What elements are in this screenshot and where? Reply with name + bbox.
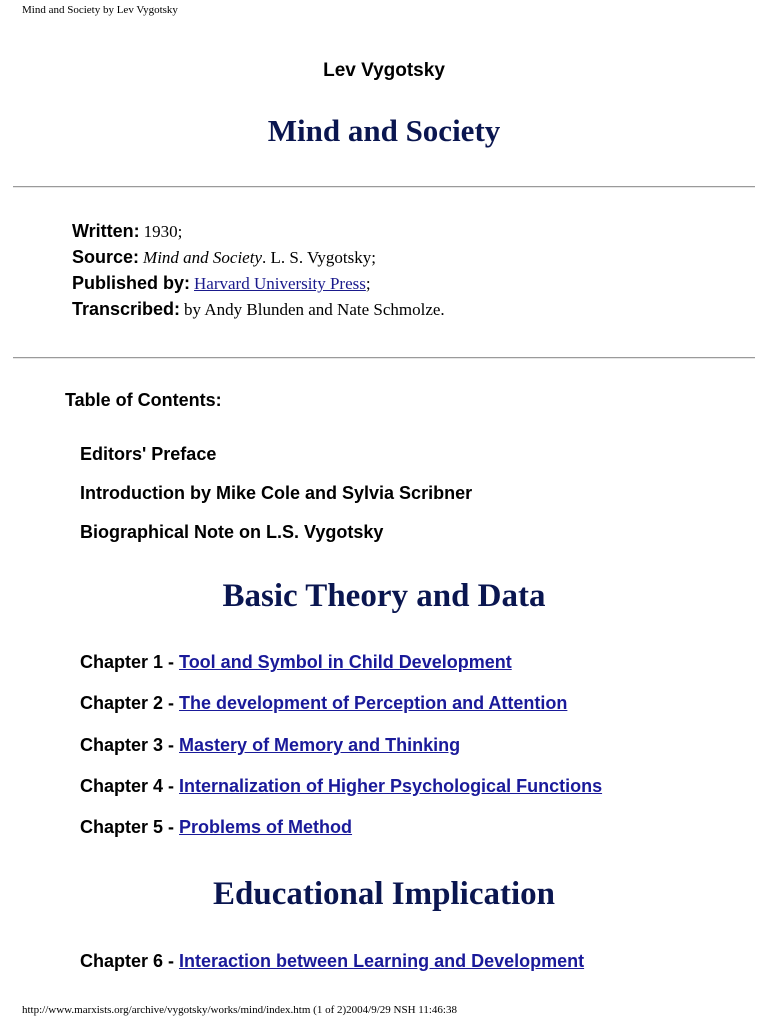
chapter-6-prefix: Chapter 6 - xyxy=(80,951,180,971)
divider-bottom xyxy=(13,357,755,359)
print-footer-url: http://www.marxists.org/archive/vygotsky/works/mind/index.htm (1 of 2)2004/9/29 NSH 11:46:38 xyxy=(22,1004,457,1016)
chapter-3-item xyxy=(80,735,460,756)
toc-heading: Table of Contents: xyxy=(65,390,222,410)
source-title: Mind and Society xyxy=(143,248,262,267)
published-row xyxy=(72,270,445,296)
section-heading-educational-implication: Educational Implication xyxy=(213,876,555,912)
print-header: Mind and Society by Lev Vygotsky xyxy=(22,4,178,16)
written-row xyxy=(72,218,445,244)
publication-info xyxy=(72,218,445,322)
chapter-2-item xyxy=(80,693,567,714)
written-value: 1930; xyxy=(143,222,183,241)
transcribed-row xyxy=(72,296,445,322)
chapter-4-link[interactable]: Internalization of Higher Psychological Functions xyxy=(179,776,603,796)
chapter-6-link[interactable]: Interaction between Learning and Development xyxy=(179,951,585,971)
chapter-1-item xyxy=(80,652,512,673)
chapter-5-prefix: Chapter 5 - xyxy=(80,817,180,837)
chapter-2-prefix: Chapter 2 - xyxy=(80,693,180,713)
chapter-3-prefix: Chapter 3 - xyxy=(80,735,180,755)
front-matter-editors-preface[interactable]: Editors' Preface xyxy=(80,444,217,464)
published-punct: ; xyxy=(365,274,371,293)
source-author: . L. S. Vygotsky; xyxy=(262,248,376,267)
front-matter-introduction[interactable]: Introduction by Mike Cole and Sylvia Scribner xyxy=(80,483,473,503)
chapter-1-link[interactable]: Tool and Symbol in Child Development xyxy=(179,652,512,672)
chapter-5-item xyxy=(80,817,352,838)
divider-top xyxy=(13,186,755,188)
transcribed-label: Transcribed: xyxy=(72,299,181,319)
chapter-4-prefix: Chapter 4 - xyxy=(80,776,180,796)
chapter-3-link[interactable]: Mastery of Memory and Thinking xyxy=(179,735,461,755)
transcribed-value: by Andy Blunden and Nate Schmolze. xyxy=(184,300,445,319)
chapter-6-item xyxy=(80,951,584,972)
chapter-2-link[interactable]: The development of Perception and Attention xyxy=(179,693,568,713)
written-label: Written: xyxy=(72,221,140,241)
published-label: Published by: xyxy=(72,273,191,293)
chapter-1-prefix: Chapter 1 - xyxy=(80,652,180,672)
chapter-4-item xyxy=(80,776,602,797)
page-title: Mind and Society xyxy=(267,113,501,148)
publisher-link[interactable]: Harvard University Press xyxy=(194,274,366,293)
section-heading-basic-theory: Basic Theory and Data xyxy=(222,578,546,614)
front-matter-biographical-note[interactable]: Biographical Note on L.S. Vygotsky xyxy=(80,522,384,542)
source-label: Source: xyxy=(72,247,140,267)
chapter-5-link[interactable]: Problems of Method xyxy=(179,817,353,837)
author-name: Lev Vygotsky xyxy=(323,60,445,81)
source-row xyxy=(72,244,445,270)
